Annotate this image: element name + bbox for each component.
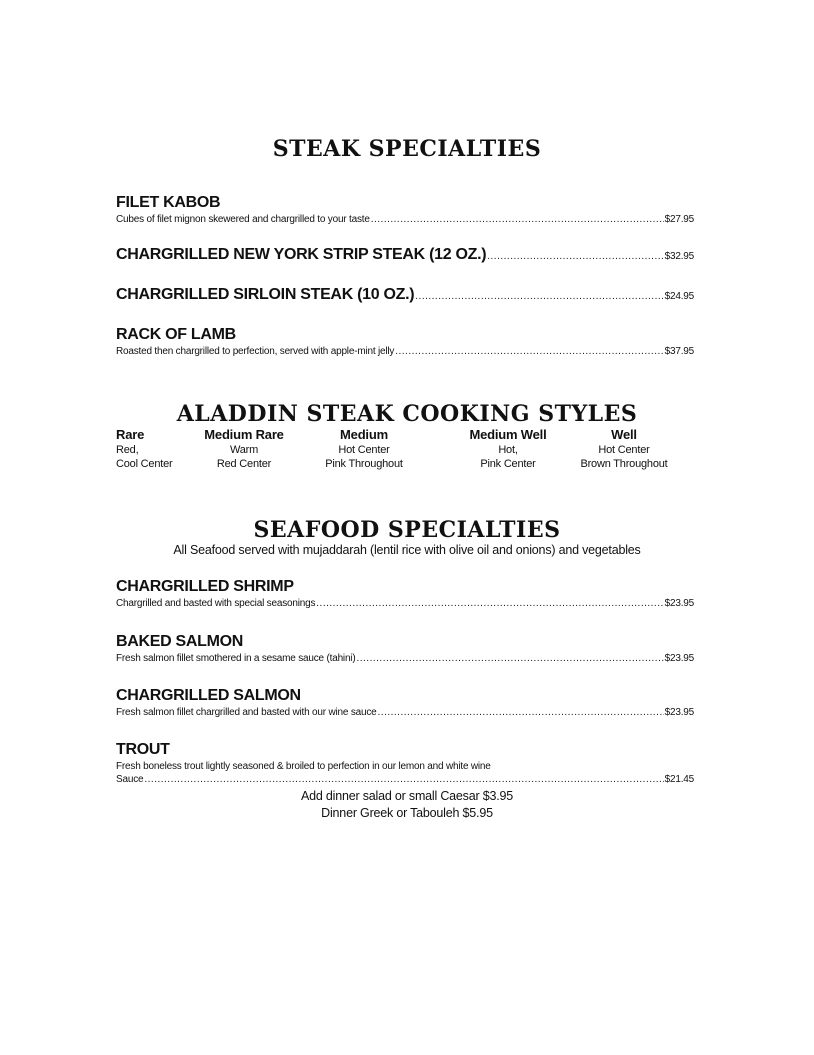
style-line2: Cool Center bbox=[116, 458, 173, 470]
greek-tabouleh-note: Dinner Greek or Tabouleh $5.95 bbox=[321, 806, 493, 820]
item-name: CHARGRILLED SHRIMP bbox=[116, 578, 294, 595]
steak-specialties-title: STEAK SPECIALTIES bbox=[272, 136, 542, 162]
style-well bbox=[572, 427, 676, 471]
style-rare bbox=[116, 427, 196, 471]
item-name: RACK OF LAMB bbox=[116, 326, 236, 343]
item-price: $23.95 bbox=[664, 598, 694, 609]
item-price: $23.95 bbox=[664, 653, 694, 664]
style-name: Rare bbox=[116, 427, 145, 442]
style-line1: Hot, bbox=[498, 444, 518, 456]
item-description: Fresh boneless trout lightly seasoned & broiled to perfection in our lemon and white wine bbox=[116, 761, 491, 772]
style-medium-well bbox=[456, 427, 560, 471]
menu-item-ny-strip bbox=[116, 245, 694, 267]
style-line2: Red Center bbox=[216, 458, 272, 470]
dot-leader bbox=[415, 287, 663, 307]
dot-leader bbox=[378, 706, 664, 720]
style-name: Well bbox=[611, 427, 637, 442]
style-line2: Brown Throughout bbox=[580, 458, 668, 470]
item-line bbox=[116, 597, 694, 611]
item-line bbox=[116, 652, 694, 666]
item-name: TROUT bbox=[116, 741, 170, 758]
style-line2: Pink Throughout bbox=[325, 458, 403, 470]
item-price: $27.95 bbox=[664, 214, 694, 225]
menu-item-rack-of-lamb bbox=[116, 325, 694, 359]
item-price: $21.45 bbox=[664, 774, 694, 785]
style-line1: Warm bbox=[229, 444, 259, 456]
item-price: $32.95 bbox=[664, 251, 694, 262]
item-description: Fresh salmon fillet smothered in a sesame sauce (tahini) bbox=[116, 653, 356, 664]
item-name: CHARGRILLED SALMON bbox=[116, 687, 301, 704]
style-name: Medium Well bbox=[469, 427, 547, 442]
dot-leader bbox=[487, 247, 663, 267]
item-line bbox=[116, 773, 694, 787]
style-line1: Red, bbox=[116, 444, 139, 456]
cooking-styles-row bbox=[0, 427, 814, 477]
seafood-subtitle: All Seafood served with mujaddarah (lentil rice with olive oil and onions) and vegetables bbox=[173, 543, 641, 557]
item-name: CHARGRILLED NEW YORK STRIP STEAK (12 OZ.) bbox=[116, 246, 487, 263]
dot-leader bbox=[356, 652, 663, 666]
dot-leader bbox=[371, 213, 664, 227]
style-medium bbox=[314, 427, 414, 471]
menu-item-chargrilled-shrimp bbox=[116, 577, 694, 611]
item-price: $24.95 bbox=[664, 291, 694, 302]
menu-item-filet-kabob bbox=[116, 193, 694, 227]
seafood-specialties-title: SEAFOOD SPECIALTIES bbox=[253, 517, 561, 543]
item-name: FILET KABOB bbox=[116, 194, 221, 211]
menu-item-chargrilled-salmon bbox=[116, 686, 694, 720]
item-line bbox=[116, 245, 694, 267]
style-name: Medium bbox=[340, 427, 388, 442]
menu-item-sirloin bbox=[116, 285, 694, 307]
item-name: BAKED SALMON bbox=[116, 633, 244, 650]
item-price: $23.95 bbox=[664, 707, 694, 718]
item-description: Cubes of filet mignon skewered and chargrilled to your taste bbox=[116, 214, 370, 225]
style-medium-rare bbox=[192, 427, 296, 471]
item-price: $37.95 bbox=[664, 346, 694, 357]
item-line bbox=[116, 345, 694, 359]
item-line bbox=[116, 285, 694, 307]
menu-item-baked-salmon bbox=[116, 632, 694, 666]
add-salad-note: Add dinner salad or small Caesar $3.95 bbox=[301, 789, 513, 803]
style-line1: Hot Center bbox=[598, 444, 650, 456]
item-name: CHARGRILLED SIRLOIN STEAK (10 OZ.) bbox=[116, 286, 415, 303]
dot-leader bbox=[395, 345, 663, 359]
menu-item-trout bbox=[116, 740, 694, 787]
item-description-cont: Sauce bbox=[116, 774, 144, 785]
item-description: Roasted then chargrilled to perfection, served with apple-mint jelly bbox=[116, 346, 395, 357]
style-line1: Hot Center bbox=[338, 444, 390, 456]
style-name: Medium Rare bbox=[204, 427, 284, 442]
dot-leader bbox=[144, 773, 663, 787]
item-line bbox=[116, 213, 694, 227]
item-description: Fresh salmon fillet chargrilled and basted with our wine sauce bbox=[116, 707, 377, 718]
dot-leader bbox=[316, 597, 663, 611]
item-description: Chargrilled and basted with special seasonings bbox=[116, 598, 316, 609]
style-line2: Pink Center bbox=[480, 458, 536, 470]
cooking-styles-title: ALADDIN STEAK COOKING STYLES bbox=[176, 401, 638, 427]
item-line bbox=[116, 706, 694, 720]
